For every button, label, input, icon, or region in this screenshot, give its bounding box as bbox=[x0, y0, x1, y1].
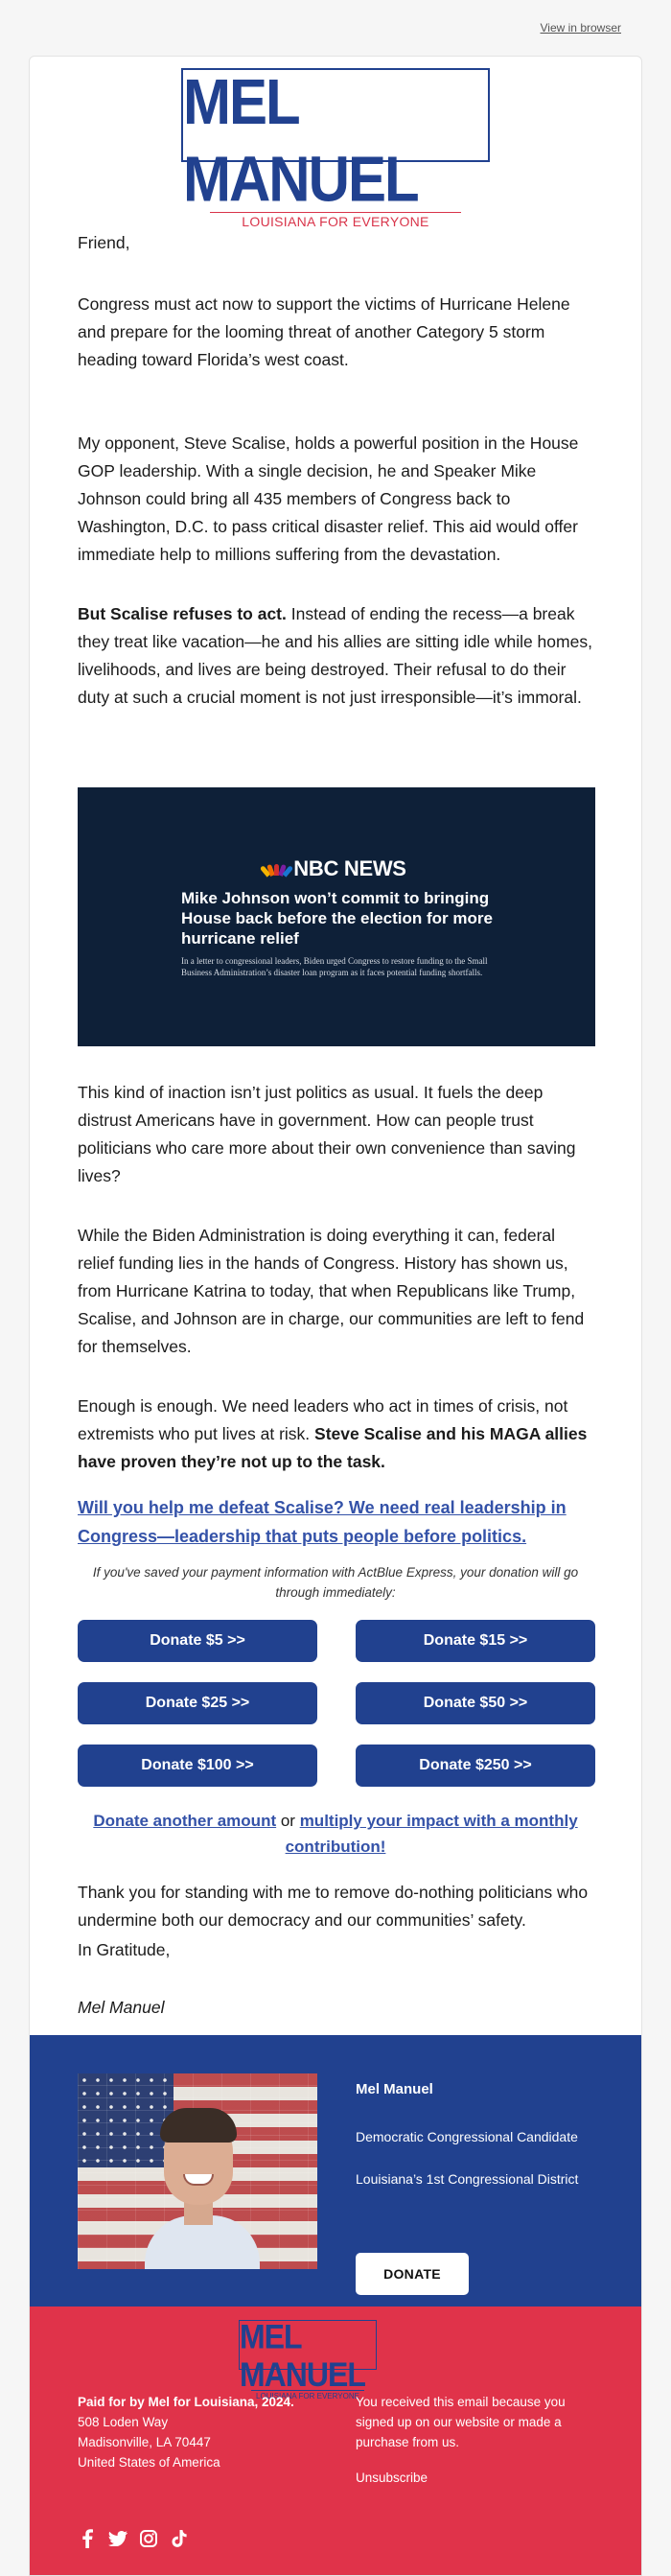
profile-donate-button[interactable]: DONATE bbox=[356, 2253, 469, 2295]
address-line-2: Madisonville, LA 70447 bbox=[78, 2435, 211, 2449]
logo-name: MEL MANUEL bbox=[183, 65, 418, 216]
candidate-profile bbox=[30, 2035, 641, 2307]
paragraph-2: My opponent, Steve Scalise, holds a powerful position in the House GOP leadership. With a single decision, he and Speaker Mike Johnson could bring all 435 members of Congress back to Washington, D.C. to pass critical disaster relief. This aid would offer immediate help to millions suffering from the devastation. bbox=[78, 433, 579, 564]
footer-address bbox=[78, 2392, 294, 2472]
donate-25-button[interactable]: Donate $25 >> bbox=[78, 1682, 317, 1724]
donate-another-amount-link[interactable]: Donate another amount bbox=[93, 1812, 277, 1830]
news-brand: NBC NEWS bbox=[293, 856, 406, 880]
candidate-photo bbox=[78, 2073, 317, 2269]
tiktok-icon[interactable] bbox=[170, 2529, 189, 2548]
candidate-district: Louisiana’s 1st Congressional District bbox=[356, 2171, 579, 2187]
email-body bbox=[30, 229, 641, 2035]
footer-logo bbox=[239, 2317, 377, 2400]
closing-paragraph: Thank you for standing with me to remove do-nothing politicians who undermine both our democracy and our communities’ safety. bbox=[78, 1883, 589, 1930]
address-line-1: 508 Loden Way bbox=[78, 2415, 169, 2429]
email-footer bbox=[30, 2307, 641, 2575]
view-in-browser-link[interactable]: View in browser bbox=[540, 21, 621, 35]
paid-for-disclaimer: Paid for by Mel for Louisiana, 2024. bbox=[78, 2395, 294, 2409]
donate-100-button[interactable]: Donate $100 >> bbox=[78, 1745, 317, 1787]
paragraph-4: This kind of inaction isn’t just politics as usual. It fuels the deep distrust Americans have in government. How can people trust politicians who care more about their own convenience than saving lives? bbox=[78, 1083, 576, 1185]
donate-5-button[interactable]: Donate $5 >> bbox=[78, 1620, 317, 1662]
paragraph-6-bold: Steve Scalise and his MAGA allies have proven they’re not up to the task. bbox=[78, 1424, 588, 1471]
footer-reason bbox=[356, 2392, 595, 2488]
paragraph-3-rest: Instead of ending the recess—a break they treat like vacation—he and his allies are sitting idle while homes, livelihoods, and lives are being destroyed. Their refusal to do their duty at such a crucial moment is not just irresponsible—it’s immoral. bbox=[78, 604, 592, 707]
instagram-icon[interactable] bbox=[139, 2529, 158, 2548]
news-headline: Mike Johnson won’t commit to bringing House back before the election for more hurricane relief bbox=[181, 889, 493, 948]
logo-tagline: LOUISIANA FOR EVERYONE bbox=[210, 212, 461, 230]
address-line-3: United States of America bbox=[78, 2455, 220, 2470]
email-topbar bbox=[0, 0, 671, 56]
candidate-name: Mel Manuel bbox=[356, 2081, 433, 2097]
paragraph-6 bbox=[78, 1393, 593, 1491]
paragraph-1: Congress must act now to support the victims of Hurricane Helene and prepare for the looming threat of another Category 5 storm heading toward Florida’s west coast. bbox=[78, 294, 570, 369]
paragraph-3-bold: But Scalise refuses to act. bbox=[78, 604, 287, 623]
monthly-contribution-link[interactable]: multiply your impact with a monthly contribution! bbox=[285, 1812, 578, 1856]
signup-reason: You received this email because you signed up on our website or made a purchase from us. bbox=[356, 2395, 566, 2449]
actblue-note: If you've saved your payment information with ActBlue Express, your donation will go through immediately: bbox=[92, 1565, 579, 1600]
donate-buttons bbox=[78, 1620, 593, 1787]
donate-50-button[interactable]: Donate $50 >> bbox=[356, 1682, 595, 1724]
peacock-icon bbox=[266, 862, 288, 876]
valediction: In Gratitude, bbox=[78, 1940, 171, 1959]
twitter-icon[interactable] bbox=[108, 2529, 127, 2548]
candidate-role: Democratic Congressional Candidate bbox=[356, 2129, 578, 2144]
header-logo-area bbox=[30, 57, 641, 229]
social-links bbox=[78, 2529, 189, 2548]
campaign-logo bbox=[181, 65, 490, 229]
greeting: Friend, bbox=[78, 233, 130, 252]
news-logo bbox=[78, 856, 595, 881]
news-image[interactable] bbox=[78, 787, 595, 1046]
footer-logo-name: MEL MANUEL bbox=[240, 2317, 365, 2394]
paragraph-6-rest: Enough is enough. We need leaders who act in times of crisis, not extremists who put lives at risk. bbox=[78, 1396, 568, 1443]
defeat-scalise-link[interactable]: Will you help me defeat Scalise? We need real leadership in Congress—leadership that puts people before politics. bbox=[78, 1498, 567, 1546]
donate-15-button[interactable]: Donate $15 >> bbox=[356, 1620, 595, 1662]
facebook-icon[interactable] bbox=[78, 2529, 97, 2548]
more-donate-options bbox=[78, 1808, 593, 1879]
unsubscribe-link[interactable]: Unsubscribe bbox=[356, 2471, 428, 2485]
email-card bbox=[29, 56, 642, 2576]
paragraph-5: While the Biden Administration is doing everything it can, federal relief funding lies in the hands of Congress. History has shown us, from Hurricane Katrina to today, that when Republicans like Trump, Scalise, and Johnson are in charge, our communities are left to fend for themselves. bbox=[78, 1226, 585, 1356]
news-caption: In a letter to congressional leaders, Biden urged Congress to restore funding to the Small Business Administration’s disaster loan program as it faces potential funding shortfalls. bbox=[181, 956, 488, 977]
or-text: or bbox=[276, 1812, 300, 1830]
donate-250-button[interactable]: Donate $250 >> bbox=[356, 1745, 595, 1787]
footer-logo-tagline: LOUISIANA FOR EVERYONE bbox=[251, 2390, 364, 2401]
signature: Mel Manuel bbox=[78, 1998, 165, 2017]
paragraph-3 bbox=[78, 600, 593, 763]
